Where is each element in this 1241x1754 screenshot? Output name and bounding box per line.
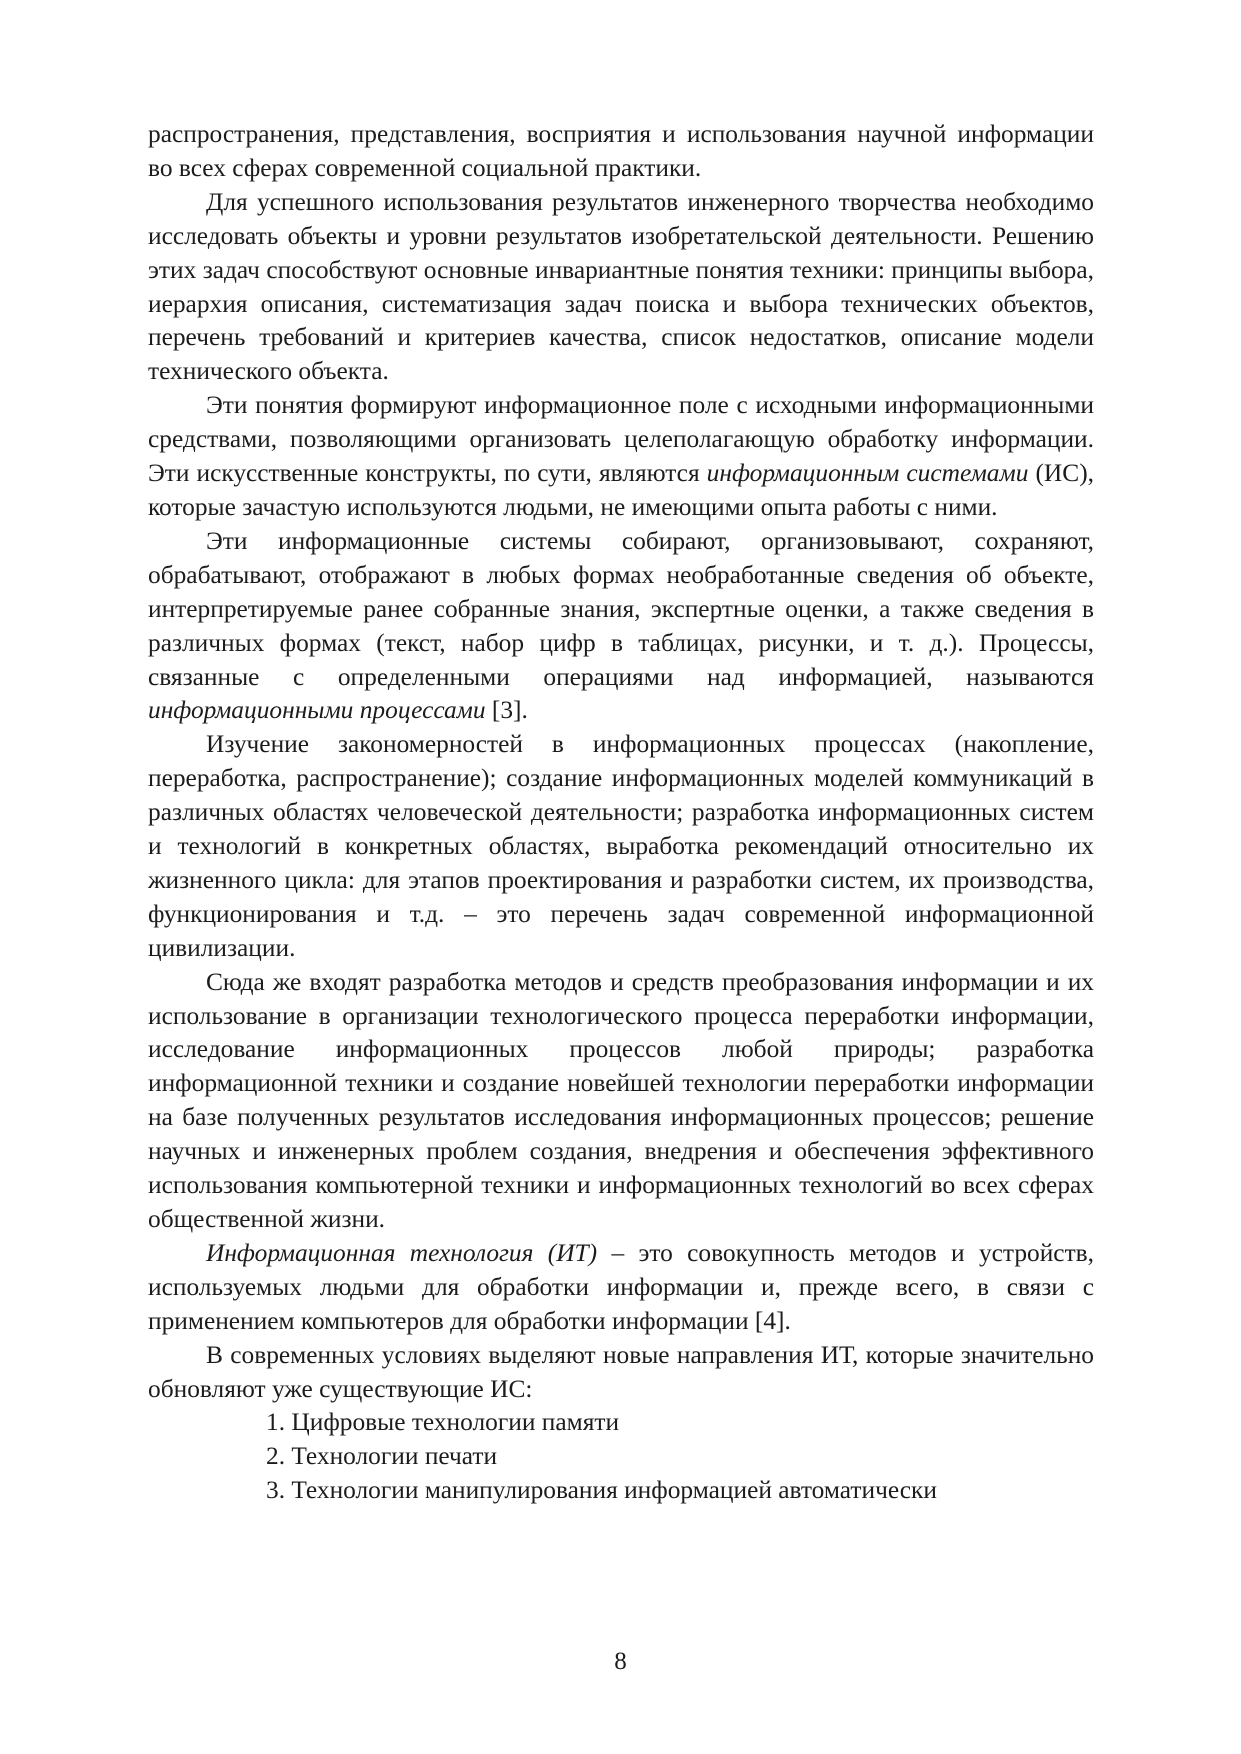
paragraph-study-of-regularities: Изучение закономерностей в информационных процессах (накопление, переработка, распространение); создание информационных моделей коммуникаций в различных областях человеческой деятельности; разработка информационных систем и технологий в конкретных областях, выработка рекомендаций относительно их жизненного цикла: для этапов проектирования и разработки систем, их производства, функционирования и т.д. – это перечень задач современной информационной цивилизации. [148,730,1094,962]
italic-term-information-processes: информационными процессами [148,696,486,725]
list-item: 3. Технологии манипулирования информацией автоматически [266,1476,937,1505]
list-item: 2. Технологии печати [266,1442,498,1471]
paragraph-text: Эти понятия формируют информационное поле с исходными информационными средствами, позволяющими организовать целеполагающую обработку информации. Эти искусственные конструкты, по сути, являются [148,391,1094,488]
paragraph-text: (ИС), которые зачастую используются людьми, не имеющими опыта работы с ними. [148,459,1094,521]
paragraph-it-definition [148,1237,1094,1339]
paragraph-new-directions: В современных условиях выделяют новые направления ИТ, которые значительно обновляют уже существующие ИС: [148,1340,1094,1403]
paragraph-methods-and-tools: Сюда же входят разработка методов и средств преобразования информации и их использование в организации технологического процесса переработки информации, исследование информационных процессов любой природы; разработка информационной техники и создание новейшей технологии переработки информации на базе полученных результатов исследования информационных процессов; решение научных и инженерных проблем создания, внедрения и обеспечения эффективного использования компьютерной техники и информационных технологий во всех сферах общественной жизни. [148,967,1094,1233]
paragraph-engineering-creativity: Для успешного использования результатов инженерного творчества необходимо исследовать объекты и уровни результатов изобретательской деятельности. Решению этих задач способствуют основные инвариантные понятия техники: принципы выбора, иерархия описания, систематизация задач поиска и выбора технических объектов, перечень требований и критериев качества, список недостатков, описание модели технического объекта. [148,187,1094,386]
paragraph-information-field [148,389,1094,525]
italic-term-information-technology: Информационная технология (ИТ) [206,1238,598,1267]
page-number: 8 [614,1648,627,1675]
italic-term-information-systems: информационным системами [706,459,1029,488]
paragraph-continuation: распространения, представления, восприятия и использования научной информации во всех сферах современной социальной практики. [148,120,1094,182]
paragraph-text: – это совокупность методов и устройств, используемых людьми для обработки информации и, прежде всего, в связи с применением компьютеров для обработки информации [4]. [148,1238,1094,1335]
paragraph-information-processes [148,525,1094,728]
document-page [148,118,1094,1508]
paragraph-text: [3]. [485,696,528,725]
list-item: 1. Цифровые технологии памяти [266,1408,620,1437]
paragraph-text: Эти информационные системы собирают, организовывают, сохраняют, обрабатывают, отображают в любых формах необработанные сведения об объекте, интерпретируемые ранее собранные знания, экспертные оценки, а также сведения в различных формах (текст, набор цифр в таблицах, рисунки, и т. д.). Процессы, связанные с определенными операциями над информацией, называются [148,526,1094,691]
